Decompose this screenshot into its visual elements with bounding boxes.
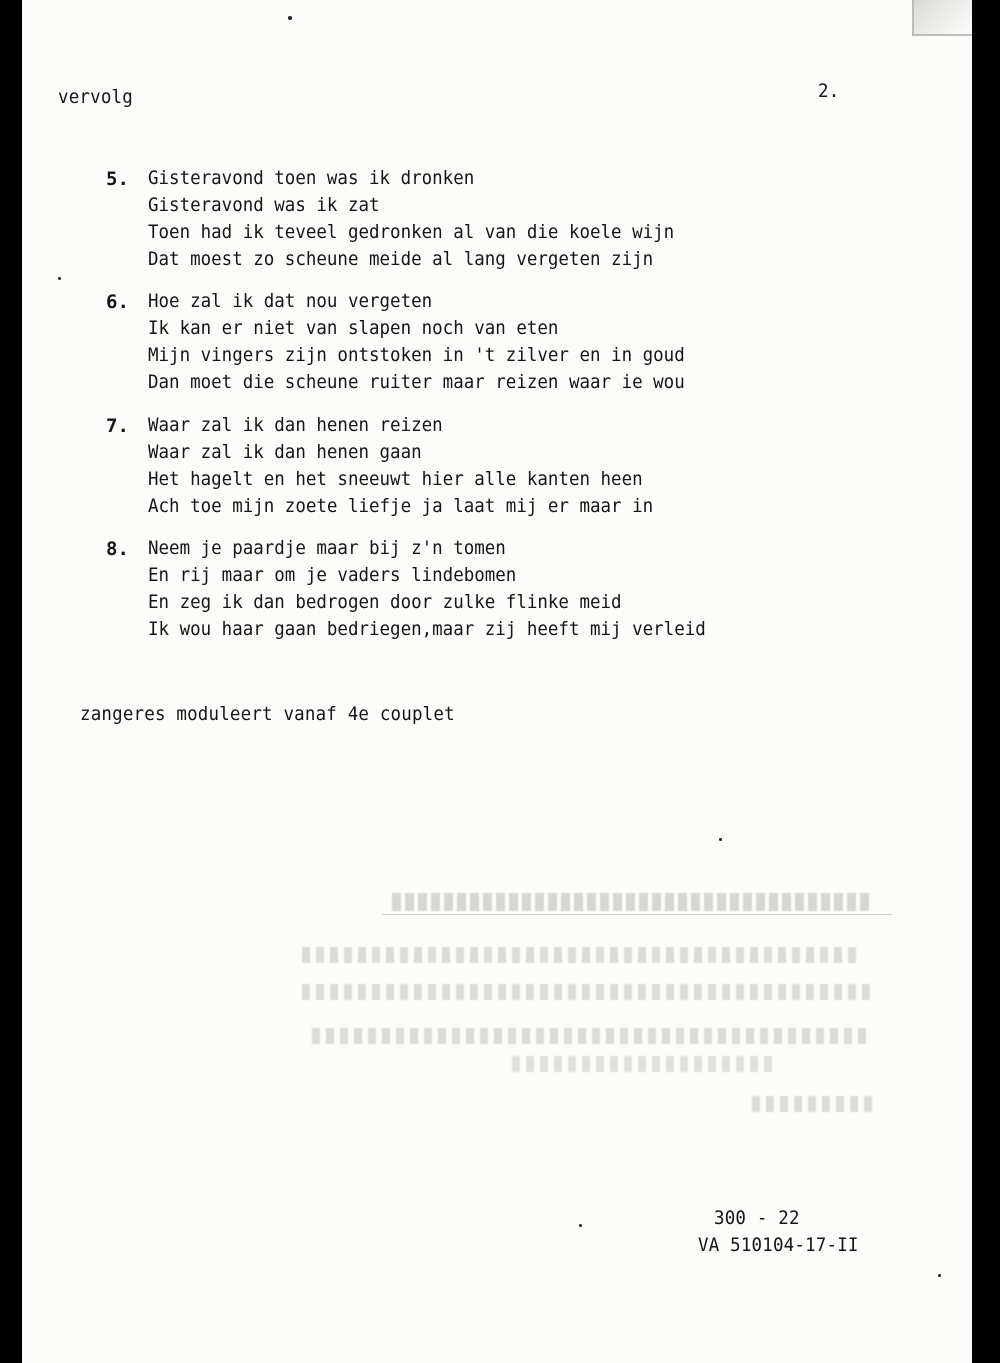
document-page (22, 0, 972, 1363)
verse-line: Dat moest zo scheune meide al lang vergeten zijn (148, 248, 654, 270)
verse-line: Dan moet die scheune ruiter maar reizen waar ie wou (148, 371, 685, 393)
verse-line: Gisteravond was ik zat (148, 194, 380, 216)
verse-line: Het hagelt en het sneeuwt hier alle kanten heen (148, 468, 643, 490)
verse-number: 7. (106, 415, 129, 437)
dust-speck (579, 1224, 582, 1227)
bleed-through-text (392, 893, 872, 911)
bleed-through-text (312, 1028, 872, 1044)
bleed-through-rule (382, 914, 892, 915)
verse-line: Waar zal ik dan henen reizen (148, 414, 443, 436)
page-corner (912, 0, 972, 36)
bleed-through-text (752, 1096, 872, 1112)
dust-speck (58, 277, 61, 280)
verse-line: En rij maar om je vaders lindebomen (148, 564, 517, 586)
verse-line: Waar zal ik dan henen gaan (148, 441, 422, 463)
verse-7 (148, 412, 697, 520)
dust-speck (938, 1274, 941, 1277)
verse-line: Toen had ik teveel gedronken al van die koele wijn (148, 221, 675, 243)
verse-5 (148, 165, 720, 273)
archive-code: 300 - 22 (714, 1207, 800, 1229)
verse-number: 6. (106, 291, 129, 313)
verse-6 (148, 288, 731, 396)
header-continued-label: vervolg (58, 86, 133, 108)
dust-speck (719, 838, 722, 841)
verse-line: Ach toe mijn zoete liefje ja laat mij er maar in (148, 495, 654, 517)
verse-number: 5. (106, 168, 129, 190)
verse-line: Mijn vingers zijn ontstoken in 't zilver en in goud (148, 344, 685, 366)
verse-line: Gisteravond toen was ik dronken (148, 167, 475, 189)
archive-reference: VA 510104-17-II (698, 1234, 859, 1256)
verse-line: Neem je paardje maar bij z'n tomen (148, 537, 506, 559)
verse-8 (148, 535, 754, 643)
performance-note: zangeres moduleert vanaf 4e couplet (80, 703, 455, 725)
verse-line: Hoe zal ik dat nou vergeten (148, 290, 433, 312)
verse-line: Ik kan er niet van slapen noch van eten (148, 317, 559, 339)
verse-number: 8. (106, 538, 129, 560)
verse-line: En zeg ik dan bedrogen door zulke flinke meid (148, 591, 622, 613)
bleed-through-text (302, 984, 872, 1000)
bleed-through-text (512, 1056, 772, 1072)
page-number: 2. (818, 80, 840, 102)
bleed-through-text (302, 947, 862, 963)
verse-line: Ik wou haar gaan bedriegen,maar zij heeft mij verleid (148, 618, 706, 640)
dust-speck (288, 16, 292, 20)
